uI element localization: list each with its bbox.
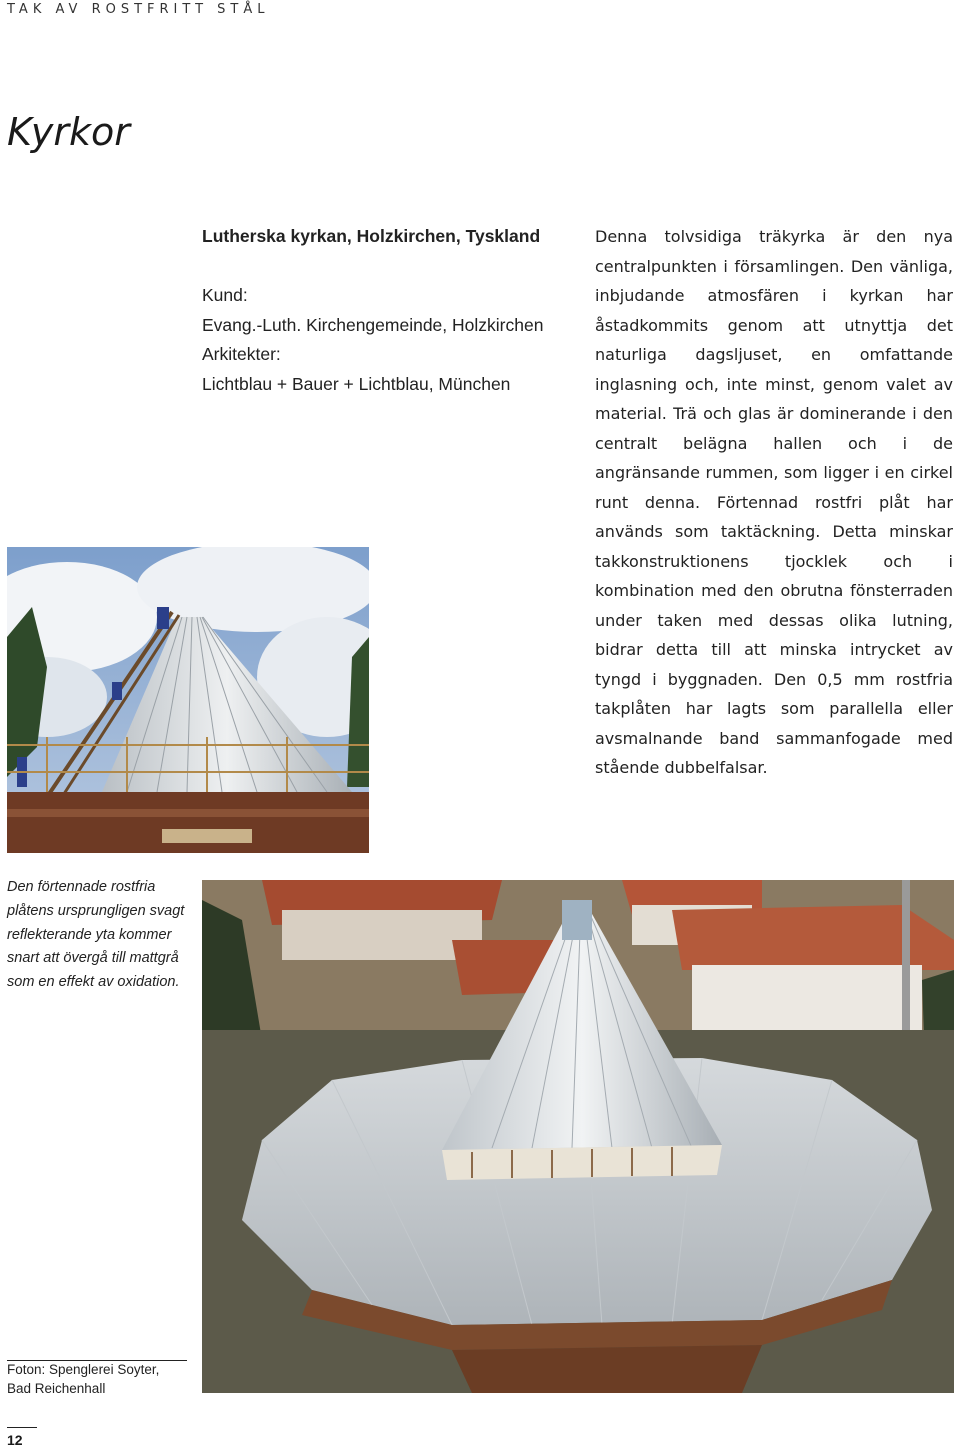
page-title: Kyrkor — [7, 110, 130, 154]
running-header: TAK AV ROSTFRITT STÅL — [7, 2, 270, 17]
client-name: Evang.-Luth. Kirchengemeinde, Holzkirchen — [202, 314, 544, 335]
page-number-rule — [7, 1427, 37, 1428]
church-aerial-photo-image — [202, 880, 954, 1393]
project-title: Lutherska kyrkan, Holzkirchen, Tyskland — [202, 226, 541, 246]
architects-label: Arkitekter: — [202, 344, 281, 364]
photo-credit — [7, 1360, 187, 1398]
architects-name: Lichtblau + Bauer + Lichtblau, München — [202, 373, 511, 394]
photo-caption: Den förtennade rostfria plåtens ursprungligen svagt reflekterande yta kommer snart att övergå till mattgrå som en effekt av oxidation. — [7, 879, 185, 991]
body-text: Denna tolvsidiga träkyrka är den nya centralpunkten i församlingen. Den vänliga, inbjudande atmosfären i kyrkan har åstadkommits genom att utnyttja det naturliga dagsljuset, en omfattande inglasning och, inte minst, genom valet av material. Trä och glas är dominerande i den centralt belägna hallen och i de angränsande rummen, som ligger i en cirkel runt denna. Förtennad rostfri plåt har används som taktäckning. Detta minskar takkonstruktionens tjocklek och i kombination med den obrutna fönsterraden under taken med dessas olika lutning, bidrar detta till att minska intrycket av tyngd i byggnaden. Den 0,5 mm rostfria takplåten har lagts som parallella eller avsmalnande band sammanfogade med stående dubbelfalsar. — [595, 227, 953, 777]
client-label: Kund: — [202, 285, 248, 305]
credit-line-2: Bad Reichenhall — [7, 1380, 106, 1396]
church-aerial-photo — [202, 880, 954, 1393]
page-number: 12 — [7, 1432, 23, 1448]
construction-photo — [7, 547, 369, 853]
credit-line-1: Foton: Spenglerei Soyter, — [7, 1362, 160, 1377]
project-info — [202, 222, 572, 399]
construction-photo-image — [7, 547, 369, 853]
